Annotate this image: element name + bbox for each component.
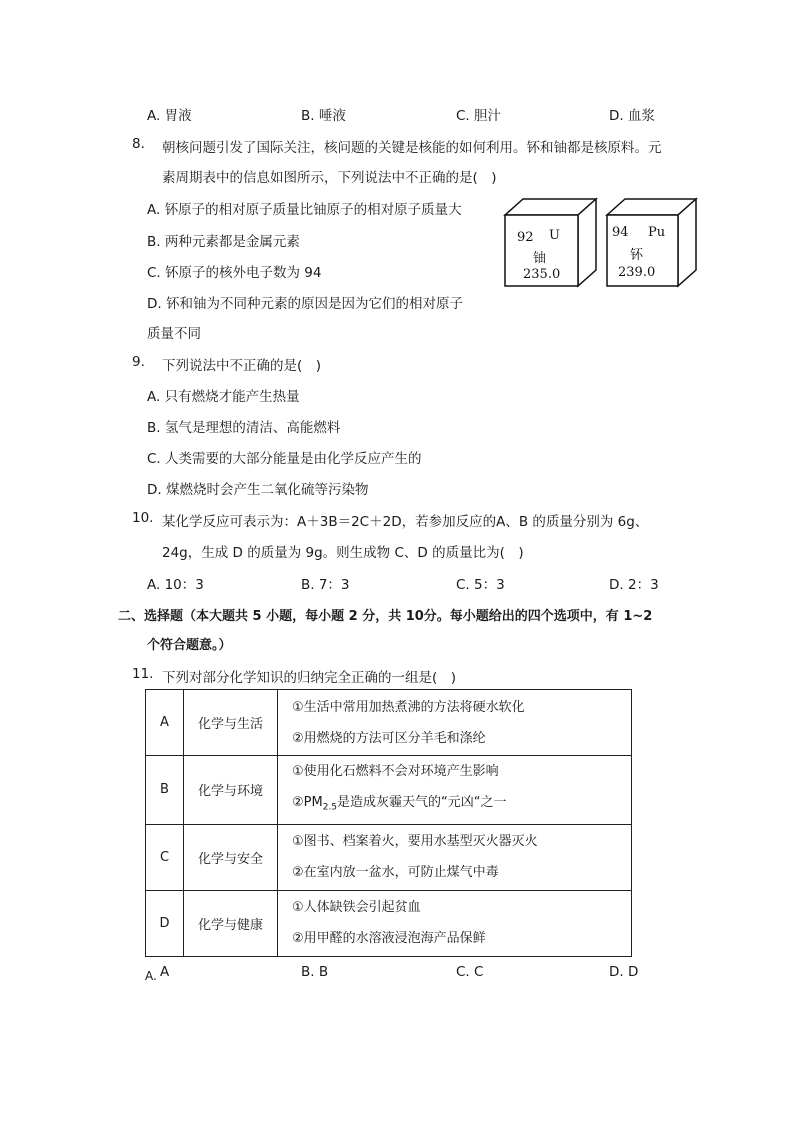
element-number: 94 <box>612 225 629 240</box>
q8-option-b: B. 两种元素都是金属元素 <box>147 234 300 250</box>
q10-stem-line2: 24g，生成 D 的质量为 9g。则生成物 C、D 的质量比为( ) <box>162 545 524 561</box>
q9-option-b: B. 氢气是理想的清洁、高能燃料 <box>147 420 341 436</box>
table-row <box>146 690 632 756</box>
pm-prefix: ②PM <box>292 795 323 810</box>
element-cube-plutonium <box>605 197 698 289</box>
row-item: ①人体缺铁会引起贫血 <box>292 900 421 916</box>
knowledge-table <box>145 689 632 957</box>
row-items <box>278 756 632 825</box>
q8-stem-line2: 素周期表中的信息如图所示，下列说法中不正确的是( ) <box>162 170 497 186</box>
section-heading-line2: 个符合题意。） <box>147 638 232 653</box>
q9-number: 9. <box>132 354 145 370</box>
element-cube-uranium <box>503 197 598 289</box>
q11-number: 11. <box>132 666 154 682</box>
row-item: ②用甲醛的水溶液浸泡海产品保鲜 <box>292 931 486 947</box>
row-item: ①使用化石燃料不会对环境产生影响 <box>292 764 499 779</box>
row-items <box>278 690 632 756</box>
pm-subscript: 2.5 <box>322 802 338 813</box>
row-topic: 化学与安全 <box>184 824 278 890</box>
row-item: ①生活中常用加热煮沸的方法将硬水软化 <box>292 699 525 715</box>
row-item: ①图书、档案着火，要用水基型灭火器灭火 <box>292 834 538 850</box>
q7-option-d: D. 血浆 <box>609 108 655 124</box>
row-topic: 化学与生活 <box>184 690 278 756</box>
q9-option-c: C. 人类需要的大部分能量是由化学反应产生的 <box>147 451 422 467</box>
q8-option-d-cont: 质量不同 <box>147 326 201 342</box>
table-row <box>146 824 632 890</box>
table-row <box>146 890 632 956</box>
q10-number: 10. <box>132 510 154 526</box>
q10-option-c: C. 5：3 <box>456 577 505 593</box>
q11-option-a: A <box>160 964 170 980</box>
q10-stem-line1: 某化学反应可表示为：A＋3B＝2C＋2D，若参加反应的A、B 的质量分别为 6g、 <box>162 514 649 530</box>
q9-stem: 下列说法中不正确的是( ) <box>162 358 322 374</box>
row-item-pm25 <box>292 787 631 824</box>
q10-option-b: B. 7：3 <box>301 577 350 593</box>
row-topic: 化学与健康 <box>184 890 278 956</box>
q8-option-a: A. 钚原子的相对原子质量比铀原子的相对原子质量大 <box>147 202 462 218</box>
q8-option-d: D. 钚和铀为不同种元素的原因是因为它们的相对原子 <box>147 296 463 312</box>
q8-stem-line1: 朝核问题引发了国际关注，核问题的关键是核能的如何利用。钚和铀都是核原料。元 <box>162 140 662 156</box>
element-mass: 239.0 <box>618 265 656 280</box>
q8-number: 8. <box>132 136 145 152</box>
element-symbol: U <box>549 228 560 243</box>
element-name: 钚 <box>630 248 644 263</box>
q11-option-b: B. B <box>301 964 329 980</box>
row-item: ②用燃烧的方法可区分羊毛和涤纶 <box>292 730 486 746</box>
q9-option-a: A. 只有燃烧才能产生热量 <box>147 389 300 405</box>
row-topic: 化学与环境 <box>184 756 278 825</box>
q7-option-b: B. 唾液 <box>301 108 346 124</box>
q11-option-d: D. D <box>609 964 639 980</box>
table-row <box>146 756 632 825</box>
q11-option-prefix: A. <box>145 969 157 983</box>
element-mass: 235.0 <box>523 267 561 282</box>
q9-option-d: D. 煤燃烧时会产生二氧化硫等污染物 <box>147 482 369 498</box>
element-symbol: Pu <box>648 225 666 240</box>
q11-option-c: C. C <box>456 964 484 980</box>
row-letter: B <box>146 756 184 825</box>
q7-option-a: A. 胃液 <box>147 108 192 124</box>
section-heading-line1: 二、选择题（本大题共 5 小题，每小题 2 分，共 10分。每小题给出的四个选项中，有 1~2 <box>118 609 653 624</box>
q10-option-d: D. 2：3 <box>609 577 659 593</box>
row-item: ②在室内放一盆水，可防止煤气中毒 <box>292 865 499 881</box>
row-letter: C <box>146 824 184 890</box>
element-number: 92 <box>517 230 534 245</box>
q7-option-c: C. 胆汁 <box>456 108 502 124</box>
q11-stem: 下列对部分化学知识的归纳完全正确的一组是( ) <box>162 670 457 686</box>
pm-suffix: 是造成灰霾天气的“元凶“之一 <box>337 795 507 810</box>
q8-option-c: C. 钚原子的核外电子数为 94 <box>147 265 322 281</box>
row-items <box>278 824 632 890</box>
q10-option-a: A. 10：3 <box>147 577 204 593</box>
row-items <box>278 890 632 956</box>
row-letter: A <box>146 690 184 756</box>
element-name: 铀 <box>533 251 547 266</box>
row-letter: D <box>146 890 184 956</box>
